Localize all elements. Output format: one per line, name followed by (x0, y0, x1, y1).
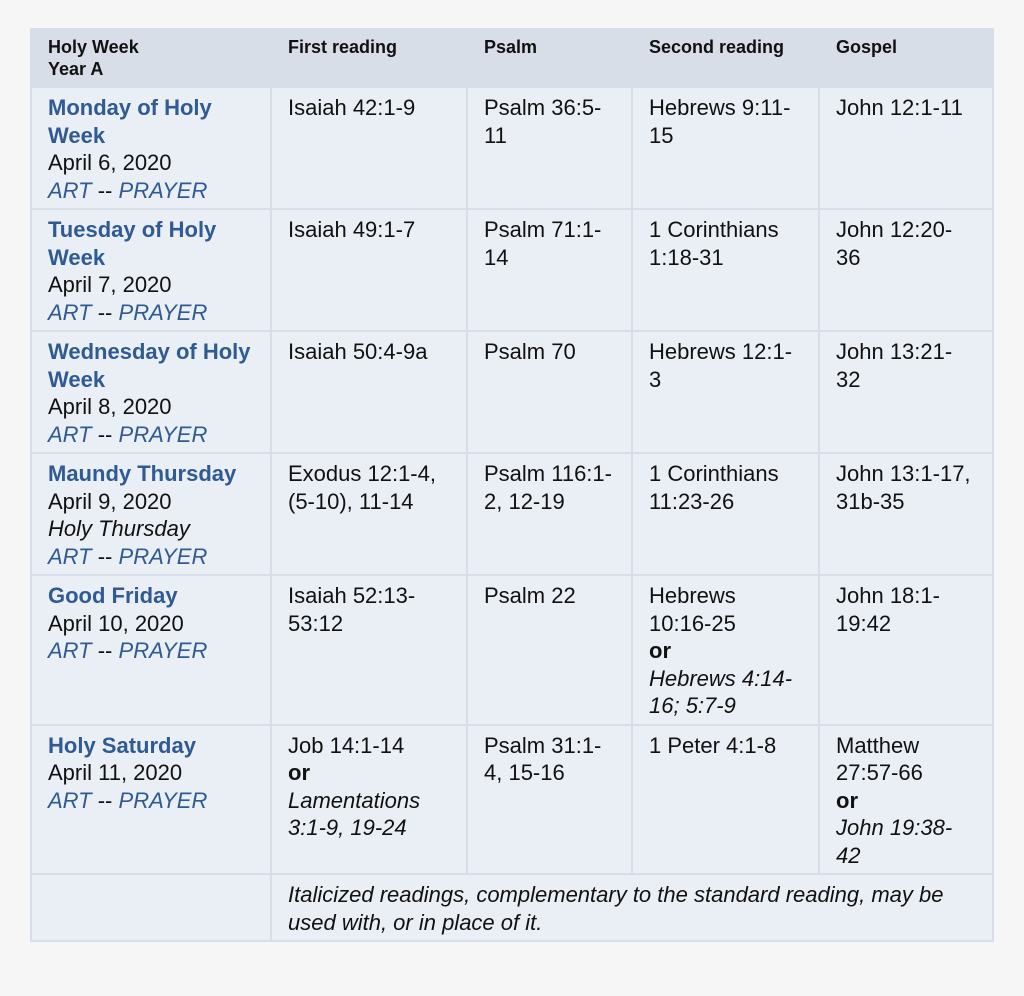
day-cell (31, 209, 271, 331)
day-date: April 8, 2020 (48, 394, 172, 419)
gospel-cell (819, 575, 993, 725)
footnote: Italicized readings, complementary to the standard reading, may be used with, or in place of it. (271, 874, 993, 941)
first-reading-cell (271, 87, 467, 209)
psalm-reading: Psalm 22 (484, 583, 576, 608)
header-psalm: Psalm (467, 29, 632, 87)
psalm-cell (467, 575, 632, 725)
prayer-link[interactable]: PRAYER (118, 299, 208, 325)
link-separator: -- (97, 299, 113, 325)
day-title-link[interactable]: Monday of Holy Week (48, 95, 212, 148)
table-row (31, 725, 993, 875)
gospel-reading: Matthew 27:57-66 (836, 732, 923, 785)
gospel-reading: John 13:1-17, 31b-35 (836, 461, 971, 514)
day-date: April 10, 2020 (48, 610, 184, 636)
first-reading: Isaiah 50:4-9a (288, 339, 428, 364)
day-cell (31, 453, 271, 575)
prayer-link[interactable]: PRAYER (118, 421, 208, 447)
second-reading: Hebrews 10:16-25 (649, 583, 736, 636)
second-reading-cell (632, 209, 819, 331)
first-reading-alt: Lamentations 3:1-9, 19-24 (288, 787, 421, 840)
day-cell (31, 87, 271, 209)
header-year: Year A (48, 59, 104, 79)
gospel-reading: John 12:20-36 (836, 217, 953, 270)
gospel-reading-alt: John 19:38-42 (836, 815, 953, 868)
second-reading: Hebrews 12:1-3 (649, 339, 793, 392)
footnote-row (31, 874, 993, 941)
day-title-link[interactable]: Tuesday of Holy Week (48, 217, 217, 270)
psalm-cell (467, 453, 632, 575)
prayer-link[interactable]: PRAYER (118, 638, 208, 663)
psalm-reading: Psalm 36:5-11 (484, 95, 602, 148)
prayer-link[interactable]: PRAYER (118, 177, 208, 203)
day-title-link[interactable]: Wednesday of Holy Week (48, 339, 251, 392)
first-reading-cell (271, 453, 467, 575)
first-reading: Isaiah 42:1-9 (288, 95, 416, 120)
first-reading: Isaiah 52:13-53:12 (288, 583, 416, 636)
second-reading-cell (632, 87, 819, 209)
gospel-cell (819, 453, 993, 575)
first-reading-cell (271, 209, 467, 331)
table-row (31, 575, 993, 725)
footnote-blank-cell (31, 874, 271, 941)
day-title-link[interactable]: Holy Saturday (48, 732, 196, 758)
psalm-cell (467, 87, 632, 209)
first-reading-cell (271, 725, 467, 875)
second-reading-cell (632, 453, 819, 575)
link-separator: -- (97, 421, 113, 447)
link-separator: -- (97, 638, 113, 663)
or-label: or (836, 787, 858, 813)
table-row (31, 453, 993, 575)
gospel-cell (819, 209, 993, 331)
day-alt-name: Holy Thursday (48, 516, 190, 541)
header-holy-week (31, 29, 271, 87)
second-reading: 1 Corinthians 1:18-31 (649, 217, 779, 270)
first-reading-cell (271, 575, 467, 725)
art-link[interactable]: ART (48, 543, 92, 569)
lectionary-table (30, 28, 994, 942)
second-reading-cell (632, 575, 819, 725)
second-reading: 1 Peter 4:1-8 (649, 732, 777, 758)
day-date: April 7, 2020 (48, 272, 172, 297)
day-title-link[interactable]: Maundy Thursday (48, 461, 237, 486)
day-date: April 6, 2020 (48, 150, 172, 175)
header-holy-week-line1: Holy Week (48, 37, 139, 57)
gospel-cell (819, 725, 993, 875)
psalm-reading: Psalm 70 (484, 339, 576, 364)
art-link[interactable]: ART (48, 787, 92, 813)
psalm-cell (467, 209, 632, 331)
or-label: or (649, 638, 671, 663)
day-cell (31, 331, 271, 453)
psalm-reading: Psalm 116:1-2, 12-19 (484, 461, 612, 514)
gospel-cell (819, 331, 993, 453)
table-row (31, 87, 993, 209)
header-row (31, 29, 993, 87)
day-cell (31, 725, 271, 875)
art-link[interactable]: ART (48, 177, 92, 203)
or-label: or (288, 760, 310, 785)
art-link[interactable]: ART (48, 638, 92, 663)
day-date: April 11, 2020 (48, 760, 183, 785)
link-separator: -- (97, 543, 113, 569)
prayer-link[interactable]: PRAYER (118, 787, 208, 813)
gospel-reading: John 18:1-19:42 (836, 583, 940, 636)
day-cell (31, 575, 271, 725)
day-date: April 9, 2020 (48, 488, 172, 514)
header-first-reading: First reading (271, 29, 467, 87)
art-link[interactable]: ART (48, 299, 92, 325)
day-title-link[interactable]: Good Friday (48, 583, 178, 608)
prayer-link[interactable]: PRAYER (118, 543, 208, 569)
gospel-reading: John 13:21-32 (836, 339, 953, 392)
second-reading: 1 Corinthians 11:23-26 (649, 461, 779, 514)
psalm-reading: Psalm 71:1-14 (484, 217, 602, 270)
psalm-reading: Psalm 31:1-4, 15-16 (484, 732, 602, 785)
header-second-reading: Second reading (632, 29, 819, 87)
first-reading: Exodus 12:1-4, (5-10), 11-14 (288, 461, 436, 514)
second-reading-alt: Hebrews 4:14-16; 5:7-9 (649, 665, 793, 718)
gospel-reading: John 12:1-11 (836, 95, 963, 120)
first-reading: Job 14:1-14 (288, 732, 405, 758)
first-reading-cell (271, 331, 467, 453)
link-separator: -- (97, 787, 113, 813)
psalm-cell (467, 331, 632, 453)
header-gospel: Gospel (819, 29, 993, 87)
second-reading: Hebrews 9:11-15 (649, 95, 791, 148)
second-reading-cell (632, 725, 819, 875)
art-link[interactable]: ART (48, 421, 92, 447)
first-reading: Isaiah 49:1-7 (288, 217, 416, 242)
gospel-cell (819, 87, 993, 209)
table-row (31, 209, 993, 331)
psalm-cell (467, 725, 632, 875)
table-row (31, 331, 993, 453)
link-separator: -- (97, 177, 113, 203)
second-reading-cell (632, 331, 819, 453)
